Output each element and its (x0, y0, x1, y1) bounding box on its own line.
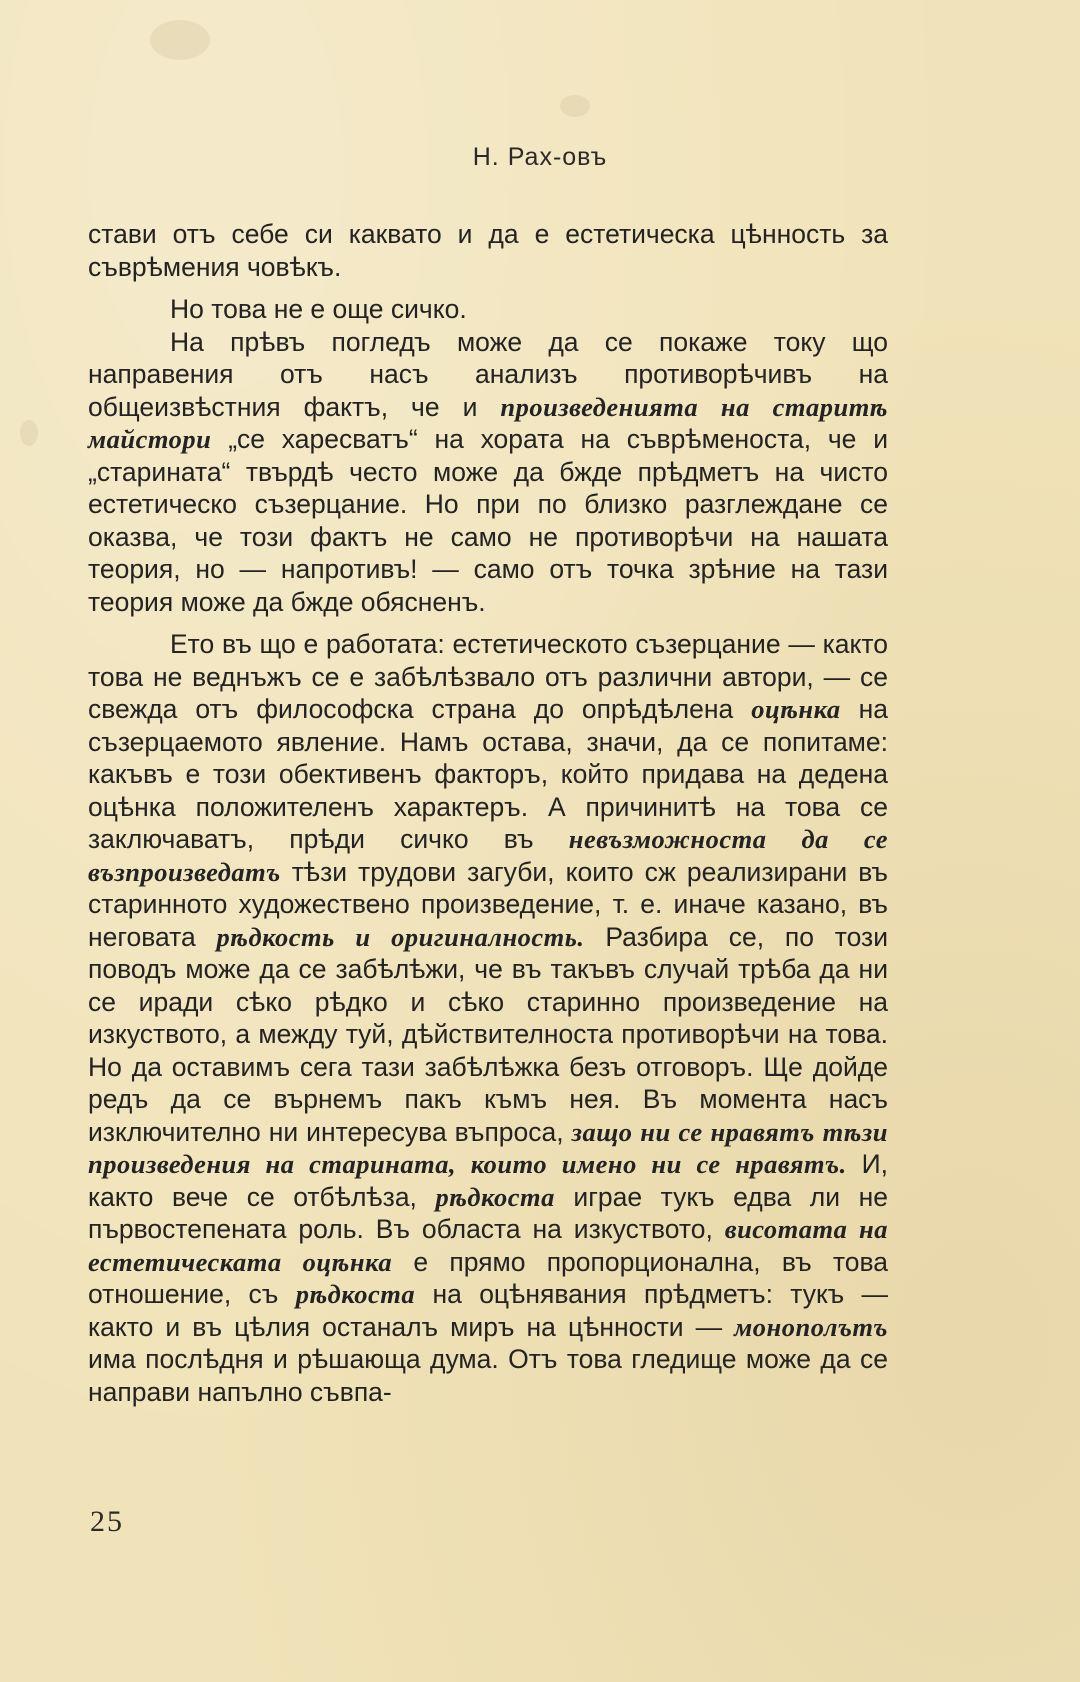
emphasis-text: рѣдкоста (435, 1181, 555, 1212)
emphasis-text: невъзможноста да се възпроизведатъ (88, 824, 888, 887)
paragraph-4-text: има послѣдня и рѣшающа дума. Отъ това гледище може да се направи напълно съвпа- (88, 1344, 888, 1407)
paragraph-3-text: „се харесватъ“ на хората на съврѣменоста, че и „старината“ твърдѣ често може да бжде прѣдметъ на чисто естетическо съзерцание. Но при по близко разглеждане се оказва, че този фактъ не само не противорѣчи на нашата теория, но — напротивъ! — само отъ точка зрѣние на тази теория може да бжде обясненъ. (88, 424, 888, 617)
emphasis-text: защо ни се нравятъ тѣзи произведения на старината, които имено ни се нравятъ. (88, 1116, 888, 1179)
emphasis-text: монополътъ (734, 1311, 888, 1342)
paragraph-4-text: тѣзи трудови загуби, които сж реализирани въ старинното художествено произведение, т. е. иначе казано, въ неговата (88, 856, 888, 952)
body-text (88, 218, 888, 1408)
paragraph-4-text: на съзерцаемото явление. Намъ остава, значи, да се попитаме: какъвъ е този обективенъ факторъ, който придава на дедена оцѣнка положителенъ характеръ. А причинитѣ на това се заключаватъ, прѣди сичко въ (88, 694, 888, 854)
paragraph-3-text: На прѣвъ погледъ може да се покаже току що направения отъ насъ анализъ противорѣчивъ на общеизвѣстния фактъ, че и (88, 326, 888, 422)
paper-stain (150, 20, 210, 60)
paragraph-2 (88, 293, 888, 326)
emphasis-text: произведенията на старитѣ майстори (88, 391, 888, 454)
paragraph-4-text: на оцѣнявания прѣдметъ: тукъ — както и въ цѣлия останалъ миръ на цѣнности — (88, 1279, 888, 1342)
paragraph-4-text: играе тукъ едва ли не първостепената роль. Въ областа на изкуството, (88, 1181, 888, 1244)
emphasis-text: оцѣнка (751, 694, 841, 724)
paragraph-3 (88, 326, 888, 619)
emphasis-text: рѣдкость и оригиналность. (216, 921, 585, 952)
emphasis-text: рѣдкоста (295, 1279, 416, 1309)
paragraph-1-text: стави отъ себе си каквато и да е естетическа цѣнность за съврѣмения човѣкъ. (88, 219, 888, 282)
paragraph-4-text: Ето въ що е работата: естетическото съзерцание — както това не веднъжъ се е забѣлѣзвало отъ различни автори, — се свежда отъ философска страна до опрѣдѣлена (88, 629, 888, 724)
emphasis-text: висотата на естетическата оцѣнка (88, 1214, 889, 1277)
paragraph-4-text: е прямо пропорционална, въ това отношение, съ (88, 1246, 888, 1309)
paper-stain (20, 420, 38, 446)
paragraph-1 (88, 218, 888, 283)
running-head: Н. Рах-овъ (472, 143, 608, 171)
paper-stain (560, 95, 590, 117)
paragraph-2-text: Но това не е още сичко. (170, 294, 467, 324)
page-number: 25 (90, 1505, 124, 1538)
paragraph-4-text: И, както вече се отбѣлѣза, (88, 1149, 888, 1212)
paragraph-4-text: Разбира се, по този поводъ може да се забѣлѣжи, че въ такъвъ случай трѣба да ни се иради сѣко рѣдко и сѣко старинно произведение на изкуството, а между туй, дѣйствителноста противорѣчи на това. Но да оставимъ сега тази забѣлѣжка безъ отговоръ. Ще дойде редъ да се върнемъ пакъ къмъ нея. Въ момента насъ изключително ни интересува въпроса, (88, 921, 888, 1147)
paragraph-4 (88, 628, 888, 1408)
